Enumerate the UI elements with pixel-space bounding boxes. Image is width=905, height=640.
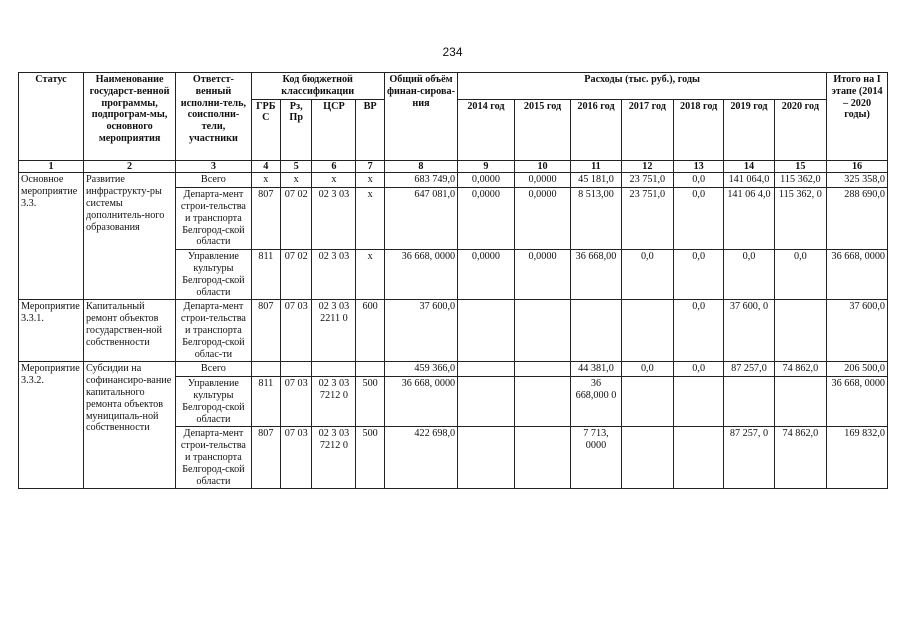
year-value-cell: 74 862,0: [774, 427, 827, 489]
col-number: 7: [356, 160, 384, 173]
csr-cell: 02 3 03: [312, 250, 356, 300]
itogo-cell: 37 600,0: [827, 300, 888, 362]
responsible-cell: Департа-мент строи-тельства и транспорта Белгород-ской облас-ти: [176, 300, 251, 362]
year-value-cell: [724, 377, 774, 427]
grbs-cell: [251, 362, 280, 377]
year-value-cell: [674, 377, 724, 427]
year-value-cell: 0,0000: [514, 188, 571, 250]
expenses-table: [18, 72, 888, 489]
col-header-responsible: Ответст-венный исполни-тель, соисполни-тели, участники: [176, 73, 251, 161]
year-value-cell: [514, 300, 571, 362]
itogo-cell: 36 668, 0000: [827, 250, 888, 300]
col-number: 14: [724, 160, 774, 173]
col-header-year: 2015 год: [514, 99, 571, 160]
year-value-cell: 23 751,0: [621, 173, 673, 188]
col-header-year: 2020 год: [774, 99, 827, 160]
year-value-cell: 0,0: [674, 173, 724, 188]
rzpr-cell: 07 02: [280, 250, 311, 300]
year-value-cell: [458, 377, 515, 427]
year-value-cell: [458, 362, 515, 377]
responsible-cell: Управление культуры Белгород-ской области: [176, 377, 251, 427]
vr-cell: х: [356, 250, 384, 300]
vr-cell: 500: [356, 377, 384, 427]
csr-cell: 02 3 03 7212 0: [312, 427, 356, 489]
table-row: [19, 173, 888, 188]
year-value-cell: 0,0: [674, 300, 724, 362]
year-value-cell: [514, 362, 571, 377]
col-header-year: 2018 год: [674, 99, 724, 160]
year-value-cell: [514, 427, 571, 489]
total-cell: 36 668, 0000: [384, 377, 457, 427]
vr-cell: х: [356, 173, 384, 188]
total-cell: 459 366,0: [384, 362, 457, 377]
rzpr-cell: х: [280, 173, 311, 188]
responsible-cell: Всего: [176, 362, 251, 377]
status-cell: Мероприятие 3.3.2.: [19, 362, 84, 489]
year-value-cell: 36 668,000 0: [571, 377, 621, 427]
year-value-cell: [774, 377, 827, 427]
year-value-cell: 141 06 4,0: [724, 188, 774, 250]
program-name-cell: Капитальный ремонт объектов государствен-ной собственности: [83, 300, 175, 362]
status-cell: Основное мероприятие 3.3.: [19, 173, 84, 300]
year-value-cell: 0,0: [621, 250, 673, 300]
itogo-cell: 36 668, 0000: [827, 377, 888, 427]
grbs-cell: 807: [251, 427, 280, 489]
col-header-csr: ЦСР: [312, 99, 356, 160]
rzpr-cell: [280, 362, 311, 377]
column-number-row: [19, 160, 888, 173]
program-name-cell: Развитие инфраструкту-ры системы дополнитель-ного образования: [83, 173, 175, 300]
col-number: 10: [514, 160, 571, 173]
page-number: 234: [442, 45, 463, 59]
year-value-cell: 0,0: [674, 188, 724, 250]
col-header-year: 2014 год: [458, 99, 515, 160]
grbs-cell: 811: [251, 377, 280, 427]
year-value-cell: 0,0: [674, 362, 724, 377]
year-value-cell: [674, 427, 724, 489]
responsible-cell: Департа-мент строи-тельства и транспорта Белгород-ской области: [176, 427, 251, 489]
table-row: [19, 300, 888, 362]
year-value-cell: 0,0000: [458, 250, 515, 300]
rzpr-cell: 07 02: [280, 188, 311, 250]
csr-cell: [312, 362, 356, 377]
csr-cell: 02 3 03 2211 0: [312, 300, 356, 362]
total-cell: 683 749,0: [384, 173, 457, 188]
itogo-cell: 206 500,0: [827, 362, 888, 377]
year-value-cell: [621, 427, 673, 489]
col-header-name: Наименование государст-венной программы, подпрограм-мы, основного мероприятия: [83, 73, 175, 161]
col-number: 12: [621, 160, 673, 173]
col-number: 6: [312, 160, 356, 173]
year-value-cell: [458, 300, 515, 362]
col-header-year: 2019 год: [724, 99, 774, 160]
grbs-cell: 811: [251, 250, 280, 300]
total-cell: 36 668, 0000: [384, 250, 457, 300]
col-number: 4: [251, 160, 280, 173]
col-header-vr: ВР: [356, 99, 384, 160]
col-number: 9: [458, 160, 515, 173]
year-value-cell: 0,0: [674, 250, 724, 300]
year-value-cell: 7 713, 0000: [571, 427, 621, 489]
col-header-total: Общий объём финан-сирова-ния: [384, 73, 457, 161]
vr-cell: 500: [356, 427, 384, 489]
year-value-cell: 23 751,0: [621, 188, 673, 250]
vr-cell: 600: [356, 300, 384, 362]
rzpr-cell: 07 03: [280, 427, 311, 489]
csr-cell: 02 3 03: [312, 188, 356, 250]
col-header-rzpr: Рз, Пр: [280, 99, 311, 160]
responsible-cell: Департа-мент строи-тельства и транспорта Белгород-ской области: [176, 188, 251, 250]
col-header-status: Статус: [19, 73, 84, 161]
program-name-cell: Субсидии на софинансиро-вание капитального ремонта объектов муниципаль-ной собственности: [83, 362, 175, 489]
vr-cell: х: [356, 188, 384, 250]
year-value-cell: 74 862,0: [774, 362, 827, 377]
year-value-cell: 45 181,0: [571, 173, 621, 188]
responsible-cell: Управление культуры Белгород-ской области: [176, 250, 251, 300]
year-value-cell: 44 381,0: [571, 362, 621, 377]
year-value-cell: 0,0000: [514, 173, 571, 188]
col-number: 2: [83, 160, 175, 173]
col-number: 5: [280, 160, 311, 173]
year-value-cell: 115 362, 0: [774, 188, 827, 250]
csr-cell: х: [312, 173, 356, 188]
col-header-itogo: Итого на I этапе (2014 – 2020 годы): [827, 73, 888, 161]
responsible-cell: Всего: [176, 173, 251, 188]
total-cell: 37 600,0: [384, 300, 457, 362]
col-header-grbs: ГРБ С: [251, 99, 280, 160]
year-value-cell: 36 668,00: [571, 250, 621, 300]
col-number: 13: [674, 160, 724, 173]
year-value-cell: 0,0: [724, 250, 774, 300]
col-number: 8: [384, 160, 457, 173]
status-cell: Мероприятие 3.3.1.: [19, 300, 84, 362]
year-value-cell: [774, 300, 827, 362]
col-header-expenses: Расходы (тыс. руб.), годы: [458, 73, 827, 100]
col-header-budget-code: Код бюджетной классификации: [251, 73, 384, 100]
year-value-cell: 0,0: [621, 362, 673, 377]
col-number: 16: [827, 160, 888, 173]
table-body: [19, 173, 888, 489]
year-value-cell: 87 257, 0: [724, 427, 774, 489]
rzpr-cell: 07 03: [280, 377, 311, 427]
csr-cell: 02 3 03 7212 0: [312, 377, 356, 427]
year-value-cell: [514, 377, 571, 427]
col-number: 1: [19, 160, 84, 173]
year-value-cell: 141 064,0: [724, 173, 774, 188]
rzpr-cell: 07 03: [280, 300, 311, 362]
year-value-cell: 87 257,0: [724, 362, 774, 377]
year-value-cell: 8 513,00: [571, 188, 621, 250]
grbs-cell: х: [251, 173, 280, 188]
year-value-cell: 37 600, 0: [724, 300, 774, 362]
year-value-cell: [571, 300, 621, 362]
col-header-year: 2017 год: [621, 99, 673, 160]
col-number: 11: [571, 160, 621, 173]
year-value-cell: 115 362,0: [774, 173, 827, 188]
itogo-cell: 288 690,0: [827, 188, 888, 250]
col-number: 15: [774, 160, 827, 173]
col-header-year: 2016 год: [571, 99, 621, 160]
vr-cell: [356, 362, 384, 377]
year-value-cell: [458, 427, 515, 489]
year-value-cell: 0,0000: [514, 250, 571, 300]
year-value-cell: [621, 377, 673, 427]
table-row: [19, 362, 888, 377]
itogo-cell: 325 358,0: [827, 173, 888, 188]
itogo-cell: 169 832,0: [827, 427, 888, 489]
grbs-cell: 807: [251, 188, 280, 250]
year-value-cell: 0,0000: [458, 188, 515, 250]
total-cell: 647 081,0: [384, 188, 457, 250]
col-number: 3: [176, 160, 251, 173]
total-cell: 422 698,0: [384, 427, 457, 489]
grbs-cell: 807: [251, 300, 280, 362]
year-value-cell: 0,0000: [458, 173, 515, 188]
year-value-cell: 0,0: [774, 250, 827, 300]
year-value-cell: [621, 300, 673, 362]
